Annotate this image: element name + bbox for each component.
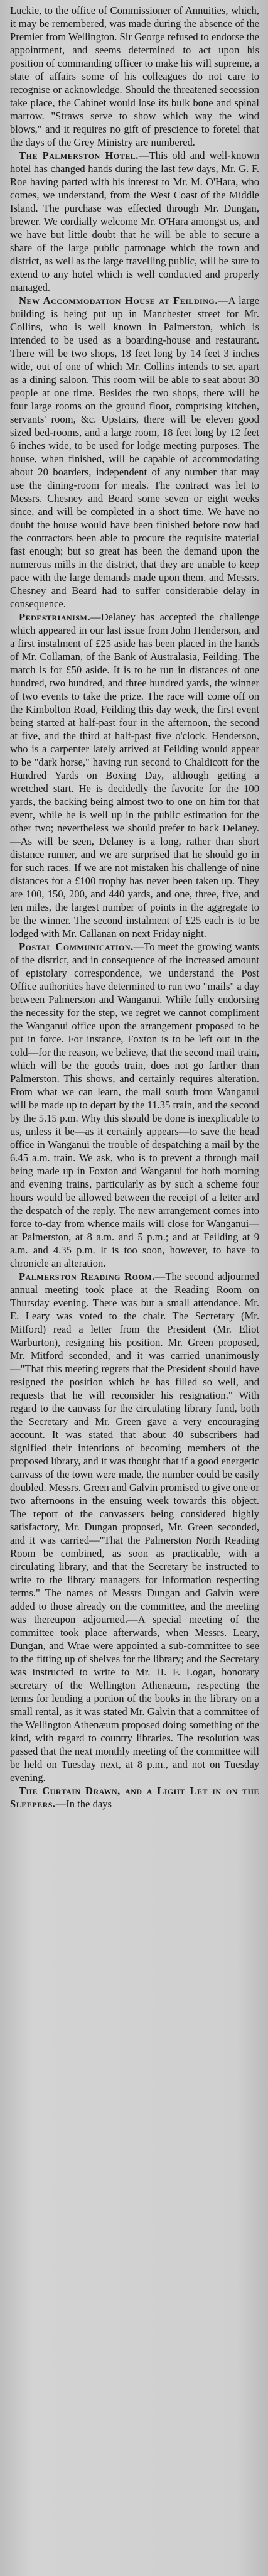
paragraph-heading: Postal Communication. — [19, 941, 134, 953]
paragraph-heading: Pedestrianism. — [19, 611, 90, 623]
paragraph-text: —In the days — [55, 1798, 112, 1810]
article-paragraph-sir-george-luckie — [10, 4, 259, 149]
article-paragraph-postal-communication — [10, 940, 259, 1270]
paragraph-heading: The Curtain Drawn, and a Light Let in on the Sleepers. — [10, 1785, 259, 1810]
article-paragraph-pedestrianism — [10, 610, 259, 940]
paragraph-text: —The second adjourned annual meeting took place at the Reading Room on Thursday evening. There was but a small attendance. Mr. E. Leary was voted to the chair. The Secretary (Mr. Mitford) read a letter from the President (Mr. Eliot Warburton), resigning his position. Mr. Green proposed, Mr. Mitford seconded, and it was carried unanimously—"That this meeting regrets that the President should have resigned the position which he has filled so well, and requests that he will reconsider his resignation." With regard to the canvass for the circulating library fund, both the Secretary and Mr. Green gave a very encouraging account. It was stated that about 40 subscribers had signified their intentions of becoming members of the proposed library, and it was thought that if a good energetic canvass of the town were made, the number could be easily doubled. Messrs. Green and Galvin promised to give one or two afternoons in the ensuing week towards this object. The report of the canvassers being considered highly satisfactory, Mr. Dungan proposed, Mr. Green seconded, and it was carried—"That the Palmerston North Reading Room be combined, as soon as practicable, with a circulating library, and that the Secretary be instructed to write to the library managers for information respecting terms." The names of Messrs Dungan and Galvin were added to those already on the committee, and the meeting was thereupon adjourned.—A special meeting of the committee took place afterwards, when Messrs. Leary, Dungan, and Wrae were appointed a sub-committee to see to the fitting up of shelves for the library; and the Secretary was instructed to write to Mr. H. F. Logan, honorary secretary of the Wellington Athenæum, respecting the terms for lending a portion of the books in the library on a small rental, as it was stated Mr. Galvin that a committee of the Wellington Athenæum proposed doing something of the kind, with regard to country libraries. The resolution was passed that the next monthly meeting of the committee will be held on Tuesday next, at 8 p.m., and not on Tuesday evening. — [10, 1270, 259, 1783]
article-paragraph-reading-room — [10, 1270, 259, 1784]
paragraph-heading: New Accommodation House at Feilding. — [19, 295, 218, 306]
paragraph-text: —This old and well-known hotel has changed hands during the last few days, Mr. G. F. Roe having parted with his interest to Mr. M. O'Hara, who comes, we understand, from the West Coast of the Middle Island. The purchase was effected through Mr. Dungan, brewer. We cordially welcome Mr. O'Hara amongst us, and we have but little doubt that he will be able to secure a share of the large public patronage which the town and district, as well as the large travelling public, will be sure to extend to any hotel which is well conducted and properly managed. — [10, 149, 259, 293]
article-paragraph-curtain-drawn — [10, 1784, 259, 1810]
paragraph-text: Luckie, to the office of Commissioner of Annuities, which, it may be remembered, was made during the absence of the Premier from Wellington. Sir George refused to endorse the appointment, and seems determined to act upon his position of commanding officer to make his will supreme, a state of affairs some of his colleagues do not care to recognise or acknowledge. Should the threatened secession take place, the Cabinet would lose its bulk bone and spinal marrow. "Straws serve to show which way the wind blows," and it requires no gift of prescience to foretel that the days of the Grey Ministry are numbered. — [10, 4, 259, 148]
paragraph-text: —Delaney has accepted the challenge which appeared in our last issue from John Henderson, and a first instalment of £25 aside has been placed in the hands of Mr. Collaman, of the Bank of Australasia, Feilding. The match is for £50 aside. It is to be run in distances of one hundred, two hundred, and three hundred yards, the winner of two events to take the prize. The race will come off on the Kimbolton Road, Feilding this day week, the first event being started at half-past four in the afternoon, the second at five, and the third at half-past five o'clock. Henderson, who is a carpenter lately arrived at Feilding would appear to be "dark horse," having run second to Chaldicott for the Hundred Yards on Boxing Day, although getting a wretched start. He is decidedly the favorite for the 100 yards, the backing being almost two to one on him for that event, while he is well up in the public estimation for the other two; nevertheless we should prefer to back Delaney.—As will be seen, Delaney is a long, rather than short distance runner, and we are surprised that he should go in for such races. If we are not mistaken his challenge of nine distances for a £100 trophy has never been taken up. They are 100, 150, 200, and 440 yards, and one, three, five, and ten miles, the largest number of points in the aggregate to be the winner. The second instalment of £25 each is to be lodged with Mr. Callanan on next Friday night. — [10, 611, 259, 939]
article-paragraph-palmerston-hotel — [10, 149, 259, 294]
paragraph-heading: The Palmerston Hotel. — [19, 149, 139, 161]
paragraph-text: —A large building is being put up in Manchester street for Mr. Collins, who is well known in Palmerston, which is intended to be used as a boarding-house and restaurant. There will be two shops, 18 feet long by 14 feet 3 inches wide, out of one of which Mr. Collins intends to set apart as a dining saloon. This room will be able to seat about 30 people at one time. Besides the two shops, there will be four large rooms on the ground floor, comprising kitchen, servants' room, &c. Upstairs, there will be eleven good sized bed-rooms, and a large room, 18 feet long by 12 feet 6 inches wide, to be used for lodge meeting purposes. The house, when finished, will be capable of accommodating about 20 boarders, independent of any number that may use the dining-room for meals. The contract was let to Messrs. Chesney and Beard some seven or eight weeks since, and will be completed in a short time. We have no doubt the house would have been finished before now had the contractors been able to procure the requisite material fast enough; but so great has been the demand upon the numerous mills in the district, that they are unable to keep pace with the large demands made upon them, and Messrs. Chesney and Beard had to suffer considerable delay in consequence. — [10, 295, 259, 610]
paragraph-text: —To meet the growing wants of the district, and in consequence of the increased amount of epistolary correspondence, we understand the Post Office authorities have determined to run two "mails" a day between Palmerston and Wanganui. While fully endorsing the necessity for the step, we regret we cannot compliment the Wanganui office upon the arrangement proposed to be put in force. For instance, Foxton is to be left out in the cold—for the reason, we believe, that the second mail train, which will be the goods train, does not go farther than Palmerston. This shows, and certainly requires alteration. From what we can learn, the mail south from Wanganui will be made up to depart by the 11.35 train, and the second by the 5.15 p.m. Why this should be done is inexplicable to us, unless it be—as it certainly appears—to save the head office in Wanganui the trouble of despatching a mail by the 6.45 a.m. train. We ask, who is to prevent a through mail being made up in Foxton and Wanganui for both morning and evening trains, particularly as by such a scheme four hours would be allowed between the receipt of a letter and the despatch of the reply. The new arrangement comes into force to-day from whence mails will close for Wanganui—at Palmerston, at 8 a.m. and 5 p.m.; and at Feilding at 9 a.m. and 4.35 p.m. It is too soon, however, to have to chronicle an alteration. — [10, 941, 259, 1269]
paragraph-heading: Palmerston Reading Room. — [19, 1270, 155, 1282]
article-paragraph-accommodation-house — [10, 294, 259, 610]
